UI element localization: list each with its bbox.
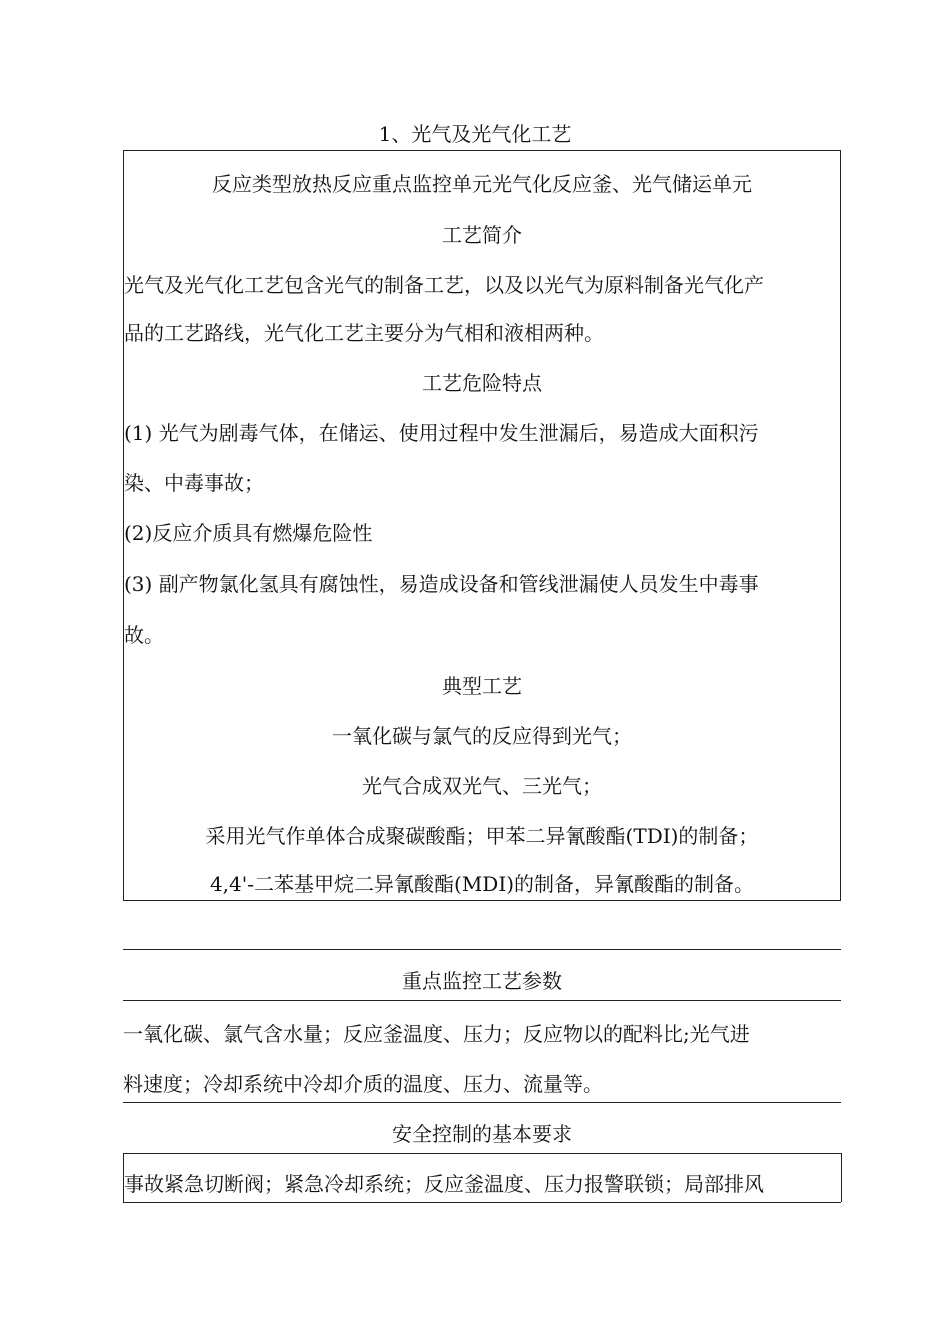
hazard-line-5: 故。: [124, 623, 164, 647]
section3-heading: 安全控制的基本要求: [392, 1122, 572, 1146]
section2-heading: 重点监控工艺参数: [402, 969, 562, 993]
typical-line-3: 采用光气作单体合成聚碳酸酯；甲苯二异氰酸酯(TDI)的制备；: [205, 824, 759, 848]
intro-line-1: 光气及光气化工艺包含光气的制备工艺，以及以光气为原料制备光气化产: [124, 273, 764, 297]
hazard-heading: 工艺危险特点: [422, 371, 542, 395]
section2-bottom-rule: [123, 1102, 841, 1103]
hazard-line-1: (1) 光气为剧毒气体，在储运、使用过程中发生泄漏后，易造成大面积污: [124, 421, 759, 445]
section3-box-bottom: [123, 1202, 841, 1203]
section3-line: 事故紧急切断阀；紧急冷却系统；反应釜温度、压力报警联锁；局部排风: [124, 1172, 764, 1196]
section3-box-top: [123, 1153, 841, 1154]
section2-top-rule: [123, 949, 841, 950]
section2-line-1: 一氧化碳、氯气含水量；反应釜温度、压力；反应物以的配料比;光气进: [123, 1022, 750, 1046]
hazard-line-2: 染、中毒事故；: [124, 471, 264, 495]
reaction-type-line: 反应类型放热反应重点监控单元光气化反应釜、光气储运单元: [212, 172, 752, 196]
process-info-box: [123, 150, 841, 901]
section3-box-right: [841, 1153, 842, 1202]
section2-heading-rule: [123, 1000, 841, 1001]
typical-line-4: 4,4'-二苯基甲烷二异氰酸酯(MDI)的制备，异氰酸酯的制备。: [209, 872, 755, 896]
document-title: 1、光气及光气化工艺: [378, 122, 572, 146]
hazard-line-3: (2)反应介质具有燃爆危险性: [124, 521, 373, 545]
hazard-line-4: (3) 副产物氯化氢具有腐蚀性，易造成设备和管线泄漏使人员发生中毒事: [124, 572, 759, 596]
intro-line-2: 品的工艺路线，光气化工艺主要分为气相和液相两种。: [124, 321, 604, 345]
typical-heading: 典型工艺: [442, 674, 522, 698]
typical-line-1: 一氧化碳与氯气的反应得到光气；: [332, 724, 632, 748]
typical-line-2: 光气合成双光气、三光气；: [362, 774, 602, 798]
intro-heading: 工艺简介: [442, 223, 522, 247]
section2-line-2: 料速度；冷却系统中冷却介质的温度、压力、流量等。: [123, 1072, 603, 1096]
